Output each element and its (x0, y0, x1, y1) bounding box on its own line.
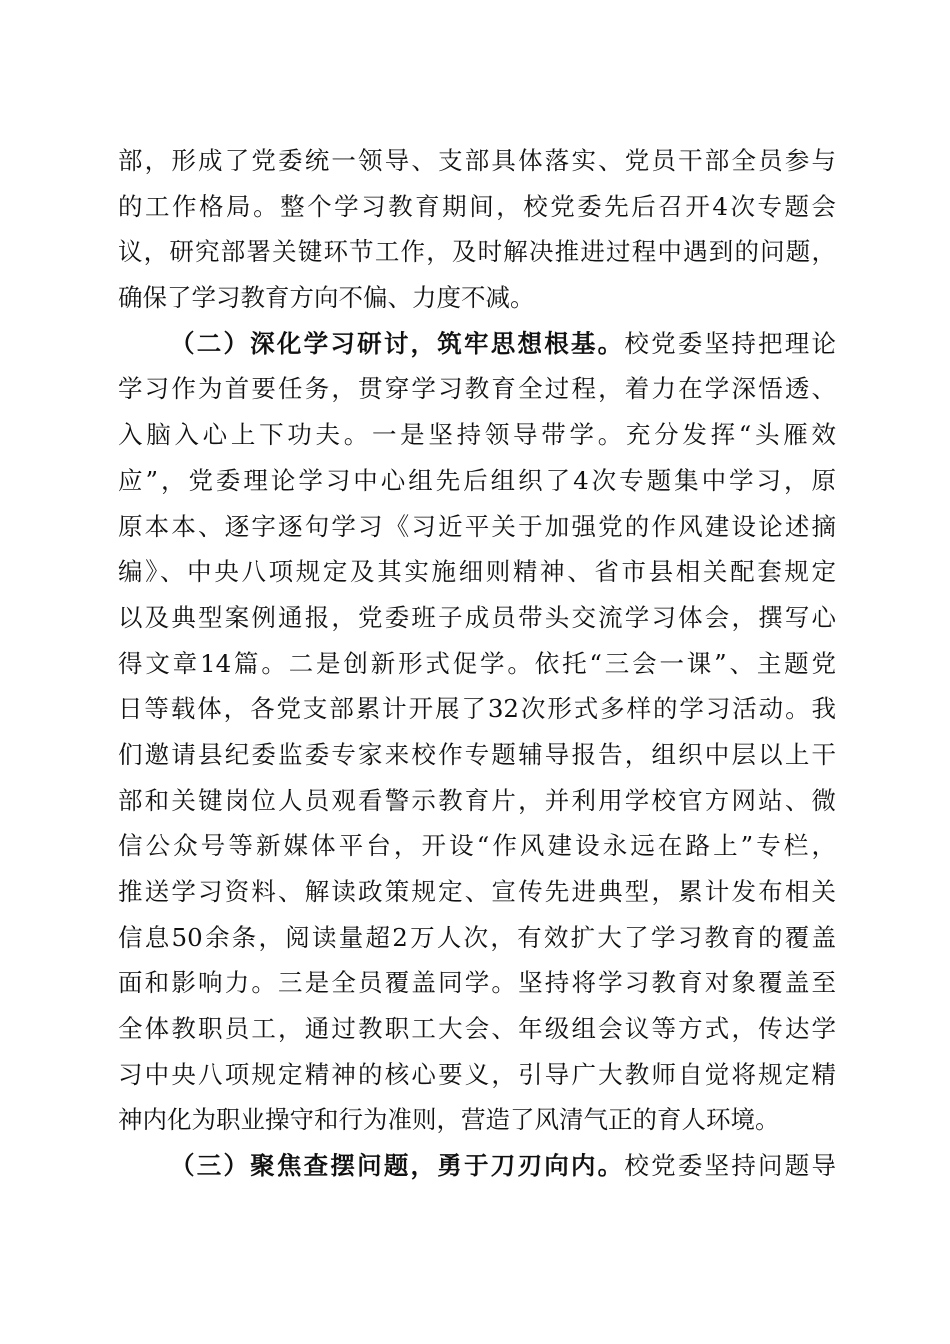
paragraph-2-line-8: 得文章14篇。二是创新形式促学。依托“三会一课”、主题党 (118, 648, 836, 678)
paragraph-1-line-2: 的工作格局。整个学习教育期间，校党委先后召开4次专题会 (118, 191, 836, 221)
paragraph-2-line-10: 们邀请县纪委监委专家来校作专题辅导报告，组织中层以上干 (118, 739, 836, 769)
paragraph-2-line-15: 面和影响力。三是全员覆盖同学。坚持将学习教育对象覆盖至 (118, 968, 836, 998)
document-body (118, 138, 836, 1189)
paragraph-2-line-12: 信公众号等新媒体平台，开设“作风建设永远在路上”专栏， (118, 831, 836, 861)
paragraph-2-line-17: 习中央八项规定精神的核心要义，引导广大教师自觉将规定精 (118, 1059, 836, 1089)
paragraph-2-line-13: 推送学习资料、解读政策规定、宣传先进典型，累计发布相关 (118, 877, 836, 906)
paragraph-2-line-9: 日等载体，各党支部累计开展了32次形式多样的学习活动。我 (118, 694, 836, 724)
paragraph-3-first-line-text: 校党委坚持问题导 (624, 1151, 836, 1181)
paragraph-2-line-5: 原本本、逐字逐句学习《习近平关于加强党的作风建设论述摘 (118, 511, 836, 541)
paragraph-2-line-16: 全体教职员工，通过教职工大会、年级组会议等方式，传达学 (118, 1014, 836, 1044)
section-heading-3: （三）聚焦查摆问题，勇于刀刃向内。 (170, 1151, 625, 1181)
paragraph-2-line-18: 神内化为职业操守和行为准则，营造了风清气正的育人环境。 (118, 1105, 780, 1135)
paragraph-2-line-6: 编》、中央八项规定及其实施细则精神、省市县相关配套规定 (118, 557, 836, 587)
paragraph-2-line-3: 入脑入心上下功夫。一是坚持领导带学。充分发挥“头雁效 (118, 420, 836, 450)
paragraph-2-first-line-text: 校党委坚持把理论 (624, 328, 836, 358)
paragraph-2-line-7: 以及典型案例通报，党委班子成员带头交流学习体会，撰写心 (118, 602, 836, 632)
paragraph-1-line-3: 议，研究部署关键环节工作，及时解决推进过程中遇到的问题， (118, 237, 836, 267)
paragraph-2-line-4: 应”，党委理论学习中心组先后组织了4次专题集中学习，原 (118, 465, 836, 495)
paragraph-2-line-14: 信息50余条，阅读量超2万人次，有效扩大了学习教育的覆盖 (118, 922, 836, 952)
paragraph-3-line-1 (118, 1143, 836, 1189)
paragraph-1-line-4: 确保了学习教育方向不偏、力度不减。 (118, 283, 535, 313)
section-heading-2: （二）深化学习研讨，筑牢思想根基。 (170, 328, 625, 358)
paragraph-2-line-2: 学习作为首要任务，贯穿学习教育全过程，着力在学深悟透、 (118, 374, 836, 404)
paragraph-2-line-1 (118, 321, 836, 367)
paragraph-2-line-11: 部和关键岗位人员观看警示教育片，并利用学校官方网站、微 (118, 785, 836, 815)
paragraph-1-line-1: 部，形成了党委统一领导、支部具体落实、党员干部全员参与 (118, 146, 836, 175)
